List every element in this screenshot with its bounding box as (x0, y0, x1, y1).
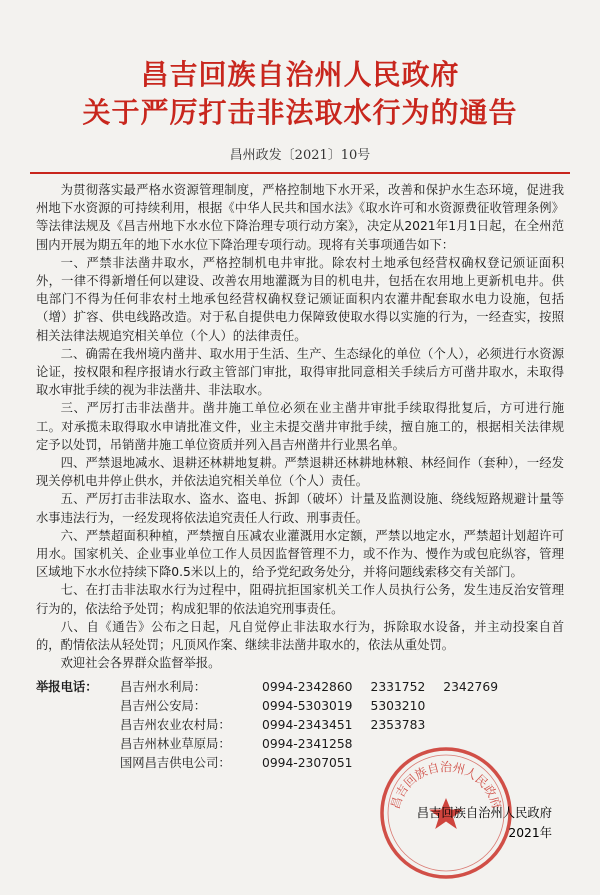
hotline-org: 国网昌吉供电公司： (120, 756, 231, 771)
paragraph-item-7: 七、在打击非法取水行为过程中，阻碍抗拒国家机关工作人员执行公务，发生违反治安管理行为的，依法给予处罚；构成犯罪的依法追究刑事责任。 (36, 583, 564, 616)
paragraph-item-3: 三、严厉打击非法凿井。凿井施工单位必须在业主凿井审批手续取得批复后，方可进行施工。对承揽未取得取水申请批准文件，业主未提交凿井审批手续，擅自施工的，根据相关法律规定予以处罚，吊销凿井施工单位资质并列入昌吉州凿井行业黑名单。 (36, 401, 564, 452)
hotline-phone: 2353783 (370, 718, 426, 733)
hotline-phone: 2342769 (443, 680, 499, 695)
hotline-phone: 0994-2341258 (262, 737, 353, 752)
paragraph-item-1: 一、严禁非法凿井取水，严格控制机电井审批。除农村土地承包经营权确权登记颁证面积外，一律不得新增任何以建设、改善农用地灌溉为目的机电井，包括在农用地上更新机电井。供电部门不得为任何非农村土地承包经营权确权登记颁证面积内农灌井配套取水电力设施，包括（增）扩容、供电线路改造。对于私自提供电力保障致使取水得以实施的行为，一经查实，按照相关法律法规追究相关单位（个人）的法律责任。 (36, 255, 564, 343)
document-number: 昌州政发〔2021〕10号 (229, 148, 371, 163)
hotline-row (36, 716, 564, 735)
hotline-phone: 5303210 (370, 699, 426, 714)
signature-block (417, 803, 552, 843)
hotline-label: 举报电话： (36, 680, 98, 695)
hotline-org: 昌吉州农业农村局： (120, 718, 231, 733)
hotline-phone: 0994-2307051 (262, 756, 353, 771)
paragraph-item-5: 五、严厉打击非法取水、盗水、盗电、拆卸（破坏）计量及监测设施、绕线短路规避计量等水事违法行为，一经发现将依法追究责任人行政、刑事责任。 (36, 492, 564, 525)
paragraph-intro: 为贯彻落实最严格水资源管理制度，严格控制地下水开采，改善和保护水生态环境，促进我州地下水资源的可持续利用，根据《中华人民共和国水法》《取水许可和水资源费征收管理条例》等法律法规及《昌吉州地下水水位下降治理专项行动方案》，决定从2021年1月1日起，在全州范围内开展为期五年的地下水水位下降治理专项行动。现将有关事项通告如下： (36, 183, 564, 252)
signed-date: 2021年 (508, 826, 552, 840)
paragraph-item-8: 八、自《通告》公布之日起，凡自觉停止非法取水行为，拆除取水设备，并主动投案自首的，酌情依法从轻处罚；凡顶风作案、继续非法凿井取水的，依法从重处罚。 (36, 619, 564, 653)
paragraph-item-4: 四、严禁退地减水、退耕还林耕地复耕。严禁退耕还林耕地林粮、林经间作（套种），一经发现关停机电井停止供水，并依法追究相关单位（个人）责任。 (36, 456, 564, 489)
document-body (36, 181, 564, 773)
paragraph-closing: 欢迎社会各界群众监督举报。 (60, 656, 221, 671)
paragraph-item-2: 二、确需在我州境内凿井、取水用于生活、生产、生态绿化的单位（个人），必须进行水资源论证，按权限和程序报请水行政主管部门审批，取得审批同意相关手续后方可凿井取水，未取得取水审批手续的视为非法凿井、非法取水。 (36, 346, 564, 398)
hotline-phone: 0994-2342860 (262, 680, 353, 695)
hotline-org: 昌吉州公安局： (120, 699, 207, 714)
signer-name: 昌吉回族自治州人民政府 (416, 806, 552, 820)
hotline-phone: 0994-5303019 (262, 699, 353, 714)
hotline-row (36, 678, 564, 697)
hotline-org: 昌吉州林业草原局： (120, 737, 231, 752)
paragraph-item-6: 六、严禁超面积种植，严禁擅自压减农业灌溉用水定额，严禁以地定水，严禁超计划超许可用水。国家机关、企业事业单位工作人员因监督管理不力，或不作为、慢作为或包庇纵容，管理区域地下水水位持续下降0.5米以上的，给予党纪政务处分，并将问题线索移交有关部门。 (36, 528, 564, 580)
red-divider-line (30, 172, 570, 174)
hotline-org: 昌吉州水利局： (120, 680, 207, 695)
hotline-phone: 0994-2343451 (262, 718, 353, 733)
document-title-line2: 关于严厉打击非法取水行为的通告 (82, 96, 518, 129)
hotline-row (36, 697, 564, 716)
document-title-line1: 昌吉回族自治州人民政府 (140, 58, 460, 91)
seal-text: 昌吉回族自治州人民政府 (388, 760, 504, 811)
hotline-phone: 2331752 (370, 680, 426, 695)
